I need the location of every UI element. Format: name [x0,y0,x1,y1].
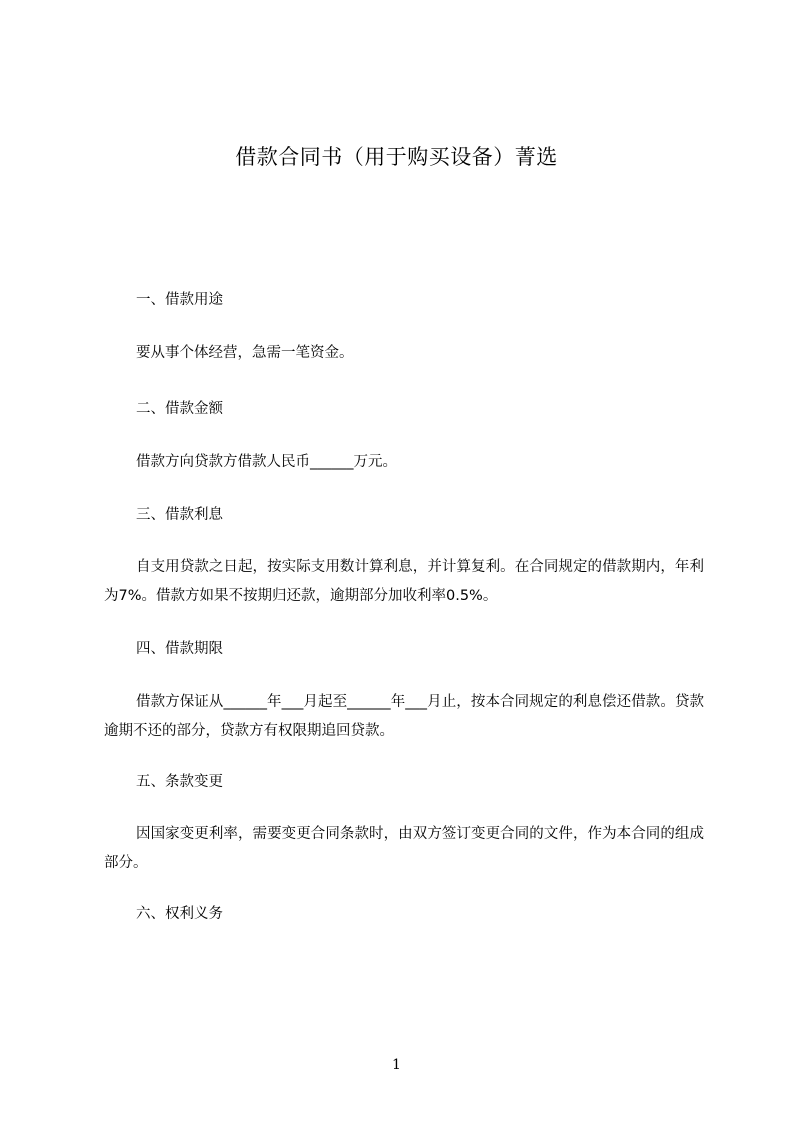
section-body-change: 因国家变更利率，需要变更合同条款时，由双方签订变更合同的文件，作为本合同的组成部分。 [104,826,704,871]
section-heading-interest: 三、借款利息 [136,507,223,523]
section-body-interest: 自支用贷款之日起，按实际支用数计算利息，并计算复利。在合同规定的借款期内，年利为7%。借款方如果不按期归还款，逾期部分加收利率0.5%。 [104,559,704,604]
document-title: 借款合同书（用于购买设备）菁选 [235,145,558,169]
section-heading-purpose: 一、借款用途 [136,292,223,308]
page-number: 1 [392,1057,401,1073]
section-heading-term: 四、借款期限 [136,641,223,657]
section-heading-change: 五、条款变更 [136,774,223,790]
section-body-amount: 借款方向贷款方借款人民币______万元。 [136,454,397,470]
section-body-term: 借款方保证从______年___月起至______年___月止，按本合同规定的利息偿还借款。贷款逾期不还的部分，贷款方有权限期追回贷款。 [104,694,704,739]
section-heading-amount: 二、借款金额 [136,401,223,417]
section-heading-rights: 六、权利义务 [136,906,223,922]
section-body-purpose: 要从事个体经营，急需一笔资金。 [136,345,354,361]
